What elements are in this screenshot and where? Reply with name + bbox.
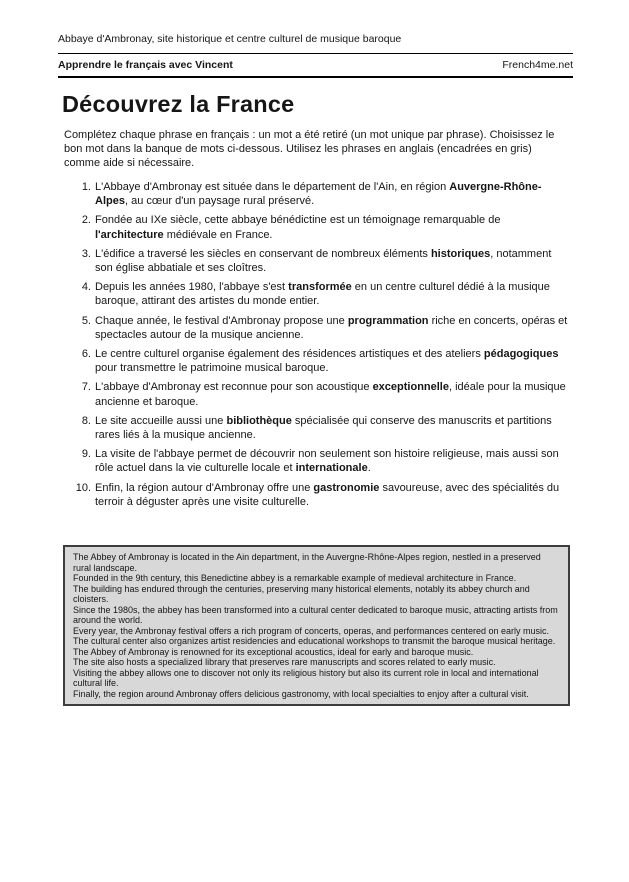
- english-sentence: The Abbey of Ambronay is renowned for its exceptional acoustics, ideal for early and baroque music.: [73, 646, 474, 657]
- item-text-post: , notamment son église abbatiale et ses cloîtres.: [95, 247, 552, 275]
- item-text: [95, 347, 568, 375]
- english-sentence: Finally, the region around Ambronay offers delicious gastronomy, with local specialties to enjoy after a cultural visit.: [73, 688, 529, 699]
- header-rule-bottom: [58, 76, 573, 78]
- item-bold-word: internationale: [295, 462, 368, 475]
- item-text-post: médiévale en France.: [163, 228, 273, 241]
- item-text-post: pour transmettre le patrimoine musical baroque.: [95, 362, 329, 375]
- item-text: [95, 213, 568, 241]
- english-sentence: Founded in the 9th century, this Benedictine abbey is a remarkable example of medieval architecture in France.: [73, 573, 517, 584]
- item-number: 2.: [81, 214, 91, 227]
- list-item: [58, 447, 573, 475]
- item-text-post: .: [367, 462, 371, 475]
- list-item: [58, 314, 573, 342]
- item-text-pre: L'édifice a traversé les siècles en conservant de nombreux éléments: [95, 247, 431, 260]
- item-bold-word: pédagogiques: [483, 348, 559, 361]
- item-text: [95, 414, 568, 442]
- item-text: [95, 380, 568, 408]
- item-text-post: , au cœur d'un paysage rural préservé.: [124, 195, 315, 208]
- item-bold-word: programmation: [347, 314, 429, 327]
- item-number: 6.: [81, 348, 91, 361]
- item-text: [95, 247, 568, 275]
- item-number: 5.: [81, 314, 91, 327]
- item-number: 9.: [81, 448, 91, 461]
- list-item: [58, 347, 573, 375]
- instructions-text: Complétez chaque phrase en français : un mot a été retiré (un mot unique par phrase). Choisissez le bon mot dans la banque de mots ci-dessous. Utilisez les phrases en anglais (encadrées en gris) comme aide si nécessaire.: [64, 129, 555, 169]
- item-text-pre: Depuis les années 1980, l'abbaye s'est: [95, 281, 289, 294]
- item-text-pre: Chaque année, le festival d'Ambronay propose une: [95, 314, 348, 327]
- item-number: 3.: [81, 247, 91, 260]
- item-text-pre: Le centre culturel organise également des résidences artistiques et des ateliers: [95, 348, 484, 361]
- brand-bar: [58, 54, 573, 76]
- item-text: [95, 447, 568, 475]
- exercise-list: [58, 180, 573, 509]
- list-item: [58, 380, 573, 408]
- document-header-line: Abbaye d'Ambronay, site historique et centre culturel de musique baroque: [58, 33, 402, 45]
- item-text: [95, 314, 568, 342]
- item-bold-word: Auvergne-Rhône-Alpes: [95, 181, 542, 208]
- item-text: [95, 180, 568, 208]
- english-sentence: The Abbey of Ambronay is located in the Ain department, in the Auvergne-Rhône-Alpes region, nestled in a preserved rural landscape.: [73, 552, 541, 573]
- item-text-post: savoureuse, avec des spécialités du terroir à déguster après une visite culturelle.: [95, 481, 560, 508]
- item-text-post: riche en concerts, opéras et spectacles autour de la musique ancienne.: [95, 314, 568, 341]
- list-item: [58, 180, 573, 208]
- item-text-pre: L'abbaye d'Ambronay est reconnue pour son acoustique: [95, 381, 373, 394]
- english-sentence: The site also hosts a specialized library that preserves rare manuscripts and scores related to early music.: [73, 657, 496, 668]
- list-item: [58, 280, 573, 308]
- english-sentence: The building has endured through the centuries, preserving many historical elements, notably its abbey church and cloisters.: [73, 583, 530, 605]
- brand-website: French4me.net: [502, 59, 573, 71]
- item-text-pre: Enfin, la région autour d'Ambronay offre une: [95, 481, 314, 494]
- english-help-box: [63, 545, 570, 706]
- english-sentence: Since the 1980s, the abbey has been transformed into a cultural center dedicated to baroque music, attracting artists from around the world.: [73, 604, 558, 626]
- item-text-pre: Le site accueille aussi une: [95, 414, 227, 427]
- item-bold-word: l'architecture: [95, 228, 164, 241]
- item-number: 4.: [81, 281, 91, 294]
- list-item: [58, 213, 573, 241]
- list-item: [58, 247, 573, 275]
- item-text-pre: La visite de l'abbaye permet de découvrir non seulement son histoire religieuse, mais aussi son rôle actuel dans la vie culturelle locale et: [95, 448, 559, 475]
- item-bold-word: gastronomie: [313, 481, 380, 494]
- item-text-post: spécialisée qui conserve des manuscrits et partitions rares liés à la musique ancienne.: [95, 414, 552, 442]
- item-bold-word: historiques: [430, 247, 491, 260]
- item-bold-word: transformée: [288, 281, 352, 294]
- item-number: 7.: [81, 381, 91, 394]
- item-number: 10.: [75, 481, 91, 494]
- list-item: [58, 481, 573, 509]
- item-text-post: , idéale pour la musique ancienne et baroque.: [95, 381, 566, 408]
- english-sentence: The cultural center also organizes artist residencies and educational workshops to transmit the baroque musical heritage.: [73, 636, 556, 647]
- list-item: [58, 414, 573, 442]
- item-number: 1.: [81, 181, 91, 193]
- english-sentence: Every year, the Ambronay festival offers a rich program of concerts, operas, and performances centered on early music.: [73, 625, 550, 636]
- item-bold-word: bibliothèque: [226, 414, 292, 427]
- item-text: [95, 481, 568, 509]
- english-sentence: Visiting the abbey allows one to discover not only its religious history but also its current role in local and international cultural life.: [73, 667, 539, 689]
- item-text-post: en un centre culturel dédié à la musique baroque, attirant des artistes du monde entier.: [95, 281, 550, 308]
- item-number: 8.: [81, 414, 91, 427]
- item-bold-word: exceptionnelle: [372, 381, 449, 394]
- item-text-pre: Fondée au IXe siècle, cette abbaye bénédictine est un témoignage remarquable de: [95, 214, 501, 227]
- page-title: Découvrez la France: [62, 91, 295, 117]
- brand-title: Apprendre le français avec Vincent: [58, 59, 233, 71]
- item-text-pre: L'Abbaye d'Ambronay est située dans le département de l'Ain, en région: [95, 181, 450, 193]
- item-text: [95, 280, 568, 308]
